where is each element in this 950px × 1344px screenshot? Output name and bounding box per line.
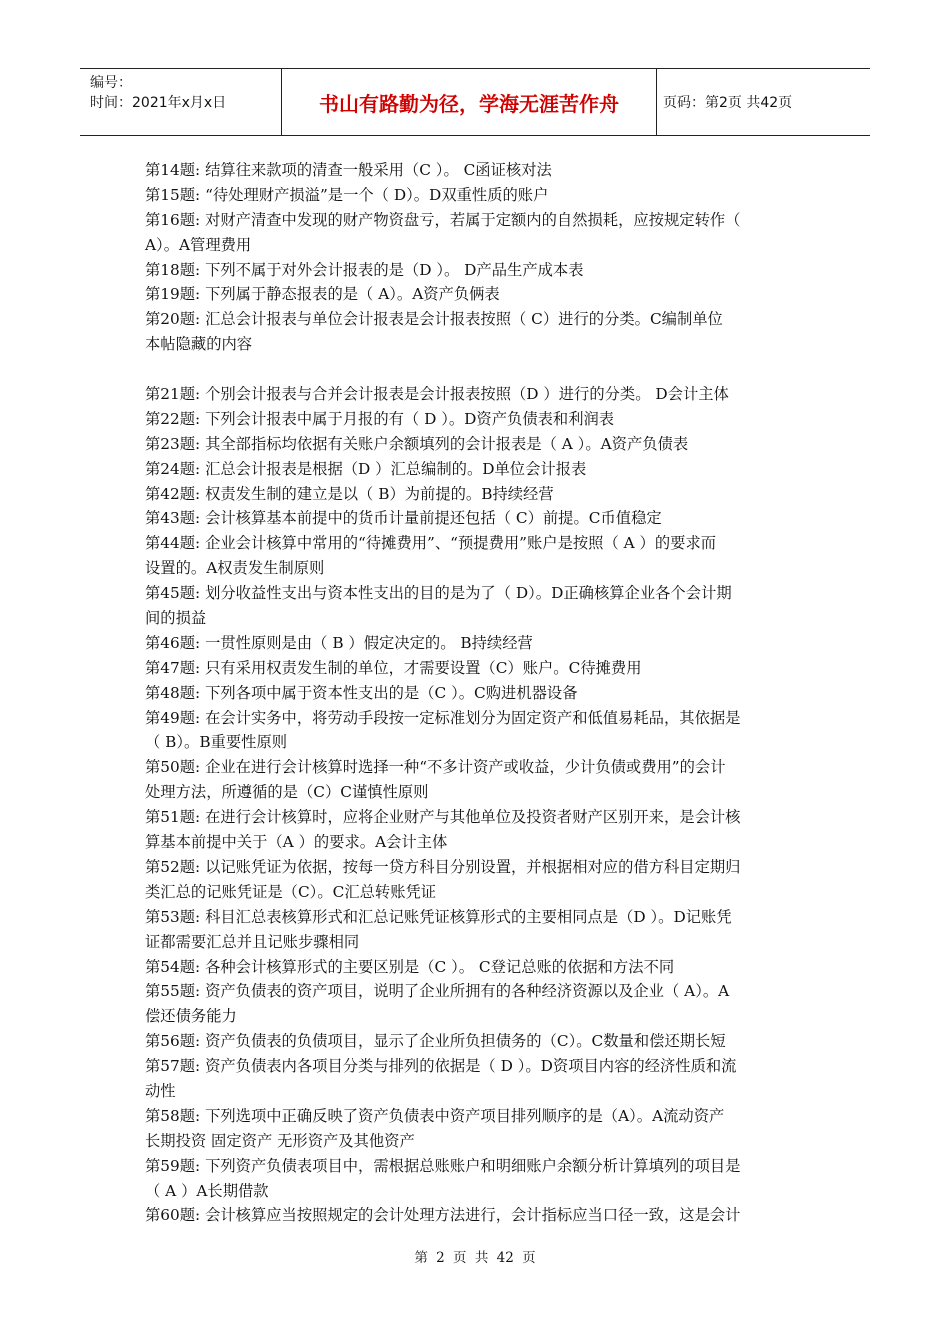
text-line: 第52题: 以记账凭证为依据，按每一贷方科目分别设置，并根据相对应的借方科目定期归 <box>145 857 741 876</box>
text-line: 第50题: 企业在进行会计核算时选择一种“不多计资产或收益，少计负债或费用”的会计 <box>145 758 726 777</box>
text-line: 第60题: 会计核算应当按照规定的会计处理方法进行，会计指标应当口径一致，这是会计 <box>145 1206 741 1225</box>
text-line: 第53题: 科目汇总表核算形式和汇总记账凭证核算形式的主要相同点是（D ）。D记账凭 <box>145 907 732 926</box>
text-line: 第54题: 各种会计核算形式的主要区别是（C ）。 C登记总账的依据和方法不同 <box>145 957 675 976</box>
text-line: 第43题: 会计核算基本前提中的货币计量前提还包括（ C）前提。C币值稳定 <box>145 509 662 528</box>
text-line: 第51题: 在进行会计核算时，应将企业财产与其他单位及投资者财产区别开来，是会计核 <box>145 808 741 827</box>
document-number-label: 编号： <box>90 75 132 91</box>
header-motto: 书山有路勤为径，学海无涯苦作舟 <box>282 69 657 135</box>
text-line: 第16题: 对财产清查中发现的财产物资盘亏，若属于定额内的自然损耗，应按规定转作（ <box>145 210 741 229</box>
text-line: 证都需要汇总并且记账步骤相同 <box>145 932 360 951</box>
text-line: 设置的。A权责发生制原则 <box>145 559 325 578</box>
text-line: 第59题: 下列资产负债表项目中，需根据总账账户和明细账户余额分析计算填列的项目是 <box>145 1156 741 1175</box>
text-line: 第21题: 个别会计报表与合并会计报表是会计报表按照（D ）进行的分类。 D会计主体 <box>145 385 729 404</box>
text-line: 第46题: 一贯性原则是由（ B ）假定决定的。 B持续经营 <box>145 633 533 652</box>
page-header <box>80 68 870 136</box>
text-line: 第20题: 汇总会计报表与单位会计报表是会计报表按照（ C）进行的分类。C编制单位 <box>145 310 723 329</box>
text-line: 第22题: 下列会计报表中属于月报的有（ D ）。D资产负债表和利润表 <box>145 409 615 428</box>
text-line: 第24题: 汇总会计报表是根据（D ）汇总编制的。D单位会计报表 <box>145 459 587 478</box>
text-line: 处理方法，所遵循的是（C）C谨慎性原则 <box>145 783 429 802</box>
text-line: 第45题: 划分收益性支出与资本性支出的目的是为了（ D）。D正确核算企业各个会计期 <box>145 584 732 603</box>
text-line: 第49题: 在会计实务中，将劳动手段按一定标准划分为固定资产和低值易耗品，其依据是 <box>145 708 741 727</box>
text-line: （ B）。B重要性原则 <box>145 733 288 752</box>
text-line: 第42题: 权责发生制的建立是以（ B）为前提的。B持续经营 <box>145 484 554 503</box>
document-date: 时间：2021年x月x日 <box>90 95 227 111</box>
text-line: 动性 <box>145 1081 176 1100</box>
document-body <box>145 158 810 1228</box>
text-line: 偿还债务能力 <box>145 1007 237 1026</box>
page-footer: 第 2 页 共 42 页 <box>414 1250 536 1266</box>
text-line: A）。A管理费用 <box>145 235 252 254</box>
text-line: 第48题: 下列各项中属于资本性支出的是（C ）。C购进机器设备 <box>145 683 578 702</box>
text-line: 第55题: 资产负债表的资产项目，说明了企业所拥有的各种经济资源以及企业（ A）。A <box>145 982 730 1001</box>
blank-line <box>145 357 810 382</box>
text-line: 算基本前提中关于（A ）的要求。A会计主体 <box>145 833 448 852</box>
text-line: 间的损益 <box>145 609 207 628</box>
header-meta <box>80 69 282 135</box>
text-line: 本帖隐藏的内容 <box>145 335 253 354</box>
text-line: 第19题: 下列属于静态报表的是（ A）。A资产负俩表 <box>145 285 500 304</box>
text-line: （ A ）A长期借款 <box>145 1181 269 1200</box>
text-line: 类汇总的记账凭证是（C）。C汇总转账凭证 <box>145 882 437 901</box>
text-line: 第15题: “待处理财产损溢”是一个（ D）。D双重性质的账户 <box>145 185 549 204</box>
text-line: 第18题: 下列不属于对外会计报表的是（D ）。 D产品生产成本表 <box>145 260 584 279</box>
text-line: 第14题: 结算往来款项的清查一般采用（C ）。 C函证核对法 <box>145 161 552 179</box>
text-line: 第23题: 其全部指标均依据有关账户余额填列的会计报表是（ A ）。A资产负债表 <box>145 434 689 453</box>
text-line: 长期投资 固定资产 无形资产及其他资产 <box>145 1131 415 1150</box>
text-line: 第58题: 下列选项中正确反映了资产负债表中资产项目排列顺序的是（A）。A流动资产 <box>145 1106 725 1125</box>
text-line: 第56题: 资产负债表的负债项目，显示了企业所负担债务的（C）。C数量和偿还期长短 <box>145 1032 726 1051</box>
text-line: 第47题: 只有采用权责发生制的单位，才需要设置（C）账户。C待摊费用 <box>145 658 642 677</box>
header-page-info: 页码：第2页 共42页 <box>663 95 793 111</box>
text-line: 第44题: 企业会计核算中常用的“待摊费用”、“预提费用”账户是按照（ A ）的要求而 <box>145 534 717 553</box>
text-line: 第57题: 资产负债表内各项目分类与排列的依据是（ D ）。D资项目内容的经济性质和流 <box>145 1057 737 1076</box>
